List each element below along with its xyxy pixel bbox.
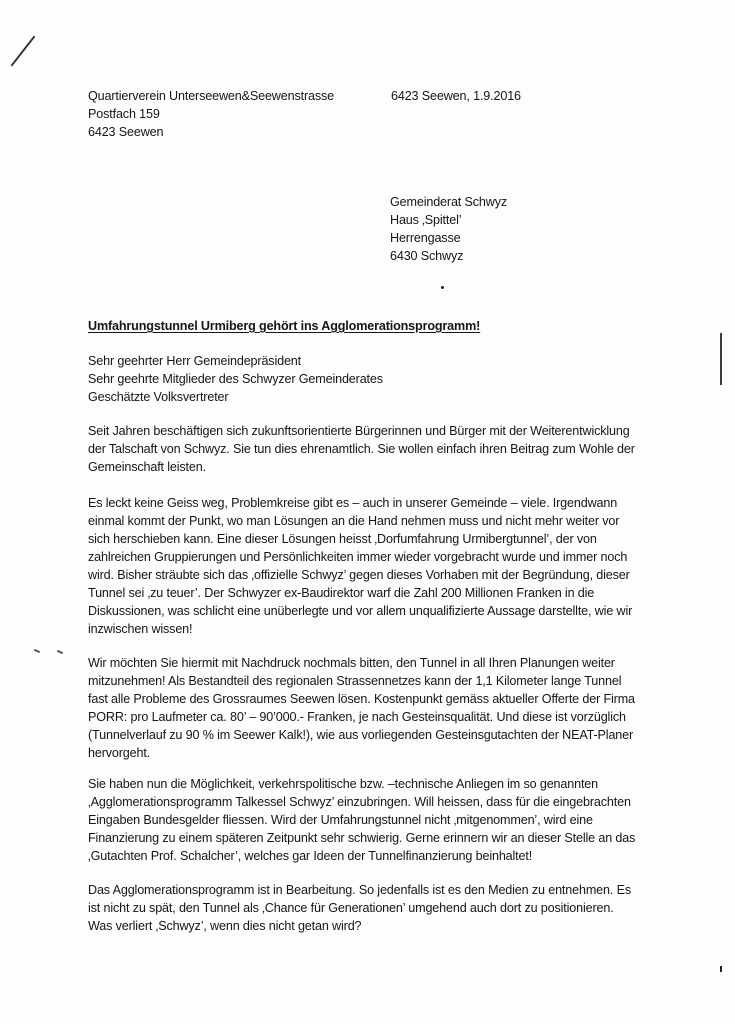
- recipient-line: 6430 Schwyz: [390, 249, 464, 263]
- paragraph-line: Es leckt keine Geiss weg, Problemkreise gibt es – auch in unserer Gemeinde – viele. Irgendwann: [88, 496, 618, 510]
- paragraph-line: Diskussionen, was schlicht eine unüberlegte und vor allem unqualifizierte Aussage darstellte, wie wir: [88, 604, 633, 618]
- sender-address: [88, 87, 334, 141]
- sender-line: 6423 Seewen: [88, 125, 164, 139]
- recipient-line: Haus ‚Spittel’: [390, 213, 462, 227]
- paragraph-line: Das Agglomerationsprogramm ist in Bearbeitung. So jedenfalls ist es den Medien zu entnehmen. Es: [88, 883, 631, 897]
- paragraph-line: PORR: pro Laufmeter ca. 80’ – 90’000.- Franken, je nach Gesteinsqualität. Und diese ist vorzüglich: [88, 710, 626, 724]
- paragraph-line: ‚Gutachten Prof. Schalcher’, welches gar Ideen der Tunnelfinanzierung beinhaltet!: [88, 849, 533, 863]
- body-paragraph-1: [88, 422, 635, 476]
- sender-line: Quartierverein Unterseewen&Seewenstrasse: [88, 89, 334, 103]
- margin-pen-mark: [720, 333, 722, 385]
- handwritten-slash-mark: [11, 35, 36, 66]
- paragraph-line: Seit Jahren beschäftigen sich zukunftsorientierte Bürgerinnen und Bürger mit der Weiterentwicklung: [88, 424, 630, 438]
- body-paragraph-5: [88, 881, 631, 935]
- paragraph-line: fast alle Probleme des Grossraumes Seewen lösen. Kostenpunkt gemäss aktueller Offerte der Firma: [88, 692, 635, 706]
- paragraph-line: Was verliert ‚Schwyz’, wenn dies nicht getan wird?: [88, 919, 362, 933]
- recipient-line: Gemeinderat Schwyz: [390, 195, 507, 209]
- paragraph-line: der Talschaft von Schwyz. Sie tun dies ehrenamtlich. Sie wollen einfach ihren Beitrag zum Wohle der: [88, 442, 635, 456]
- paragraph-line: hervorgeht.: [88, 746, 151, 760]
- place-date: 6423 Seewen, 1.9.2016: [391, 89, 521, 103]
- recipient-address: [390, 193, 507, 265]
- paragraph-line: ist nicht zu spät, den Tunnel als ‚Chance für Generationen’ umgehend auch dort zu positionieren.: [88, 901, 614, 915]
- paragraph-line: zahlreichen Gruppierungen und Persönlichkeiten immer wieder vorgebracht wurde und immer noch: [88, 550, 628, 564]
- paragraph-line: Eingaben Bundesgelder fliessen. Wird der Umfahrungstunnel nicht ‚mitgenommen’, wird eine: [88, 813, 593, 827]
- paragraph-line: Finanzierung zu einem späteren Zeitpunkt sehr schwierig. Gerne erinnern wir an dieser Stelle an das: [88, 831, 636, 845]
- paragraph-line: wird. Bisher sträubte sich das ‚offizielle Schwyz’ gegen dieses Vorhaben mit der Begründung, dieser: [88, 568, 630, 582]
- scan-speck: [34, 649, 40, 653]
- paragraph-line: Sie haben nun die Möglichkeit, verkehrspolitische bzw. –technische Anliegen im so genannten: [88, 777, 599, 791]
- sender-line: Postfach 159: [88, 107, 160, 121]
- recipient-line: Herrengasse: [390, 231, 461, 245]
- paragraph-line: Wir möchten Sie hiermit mit Nachdruck nochmals bitten, den Tunnel in all Ihren Planungen weiter: [88, 656, 615, 670]
- paragraph-line: ‚Agglomerationsprogramm Talkessel Schwyz’ einzubringen. Will heissen, dass für die eingebrachten: [88, 795, 631, 809]
- paragraph-line: einmal kommt der Punkt, wo man Lösungen an die Hand nehmen muss und nicht mehr weiter vor: [88, 514, 620, 528]
- scan-speck: [57, 650, 63, 654]
- body-paragraph-2: [88, 494, 632, 638]
- paragraph-line: Tunnel sei ‚zu teuer’. Der Schwyzer ex-Baudirektor warf die Zahl 200 Millionen Franken in die: [88, 586, 595, 600]
- paragraph-line: (Tunnelverlauf zu 90 % im Seewer Kalk!), wie aus vorliegenden Gesteinsgutachten der NEAT-Planer: [88, 728, 634, 742]
- body-paragraph-3: [88, 654, 635, 762]
- body-paragraph-4: [88, 775, 635, 865]
- paragraph-line: Gemeinschaft leisten.: [88, 460, 206, 474]
- salutation: [88, 352, 383, 406]
- paragraph-line: mitzunehmen! Als Bestandteil des regionalen Strassennetzes kann der 1,1 Kilometer lange Tunnel: [88, 674, 622, 688]
- salutation-line: Sehr geehrte Mitglieder des Schwyzer Gemeinderates: [88, 372, 383, 386]
- salutation-line: Geschätzte Volksvertreter: [88, 390, 229, 404]
- letter-subject: Umfahrungstunnel Urmiberg gehört ins Agglomerationsprogramm!: [88, 319, 481, 333]
- salutation-line: Sehr geehrter Herr Gemeindepräsident: [88, 354, 302, 368]
- paragraph-line: inzwischen wissen!: [88, 622, 193, 636]
- scan-speck: [441, 286, 444, 289]
- scan-speck: [720, 966, 722, 972]
- paragraph-line: sich herschieben kann. Eine dieser Lösungen heisst ‚Dorfumfahrung Urmibergtunnel’, der von: [88, 532, 597, 546]
